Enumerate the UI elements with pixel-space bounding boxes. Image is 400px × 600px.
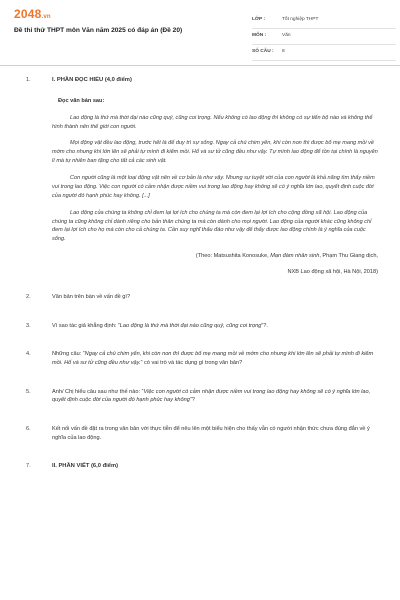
question-6: [0, 425, 400, 442]
source-publisher: NXB Lao động xã hội, Hà Nội, 2018): [287, 269, 378, 276]
meta-value: Tốt nghiệp THPT: [282, 17, 319, 22]
question-text: [52, 322, 378, 331]
logo-suffix: .vn: [41, 14, 51, 20]
question-quote: Ngay cả chú chim yến, khi còn non thì được bố mẹ mang mồi về mớm cho nhưng khi lớn lên sẽ phải tự mình đi kiếm mồi. Hổ và sư tử cũng đều như vậy.: [52, 351, 374, 366]
meta-key: MÔN :: [252, 33, 267, 38]
question-quote: Lao động là thứ mà thời đại nào cũng quý, cũng coi trọng: [119, 322, 262, 329]
meta-key: LỚP :: [252, 17, 266, 22]
question-number: 7.: [26, 463, 31, 470]
passage-source: [52, 252, 378, 277]
source-prefix: (Theo: Matsushita Konosuke,: [195, 253, 271, 260]
meta-value: Văn: [282, 33, 291, 38]
source-book: Mạn đàm nhân sinh: [270, 253, 320, 260]
question-number: 6.: [26, 425, 31, 432]
site-logo[interactable]: [14, 7, 51, 21]
question-text-pre: Vì sao tác giả khẳng định: “: [52, 322, 120, 329]
question-number: 1.: [26, 77, 31, 83]
question-number: 5.: [26, 388, 31, 395]
question-3: [0, 322, 400, 331]
question-text: Văn bản trên bàn về vấn đề gì?: [52, 294, 131, 301]
question-5: [0, 388, 400, 405]
meta-table: [252, 13, 396, 61]
question-1: [0, 76, 400, 277]
question-quote: Việc con người có cảm nhận được niềm vui trong lao động hay không sẽ có ý nghĩa lớn lao, quyết định cuộc đời của người đó hạnh phúc hay không: [52, 388, 371, 404]
question-text-pre: Anh/ Chị hiểu câu sau như thế nào: “: [52, 388, 144, 395]
passage-paragraph: Con người cũng là một loại động vật nên về cơ bản là như vậy. Nhưng sự tuyệt vời của con người là khả năng tìm thấy niềm vui trong lao động. Việc con người có cảm nhận được niềm vui trong lao động hay không sẽ có ý nghĩa lớn lao, quyết định cuộc đời của người đó hạnh phúc hay không. [...]: [52, 175, 375, 199]
meta-row-subject: [252, 29, 396, 45]
section-title: II. PHẦN VIẾT (6,0 điểm): [52, 463, 119, 470]
question-text-pre: Những câu: “: [52, 351, 85, 358]
passage-paragraph: Mọi động vật đều lao động, trước hết là để duy trì sự sống. Ngay cả chú chim yến, khi còn non thì được bố mẹ mang mồi về mớm cho nhưng khi lớn lên sẽ phải tự mình đi kiếm mồi. Hổ và sư tử cũng đều như vậy. Tự mình lao động để tồn tại chính là nguyên lí mà tự nhiên ban tặng cho tất cả các sinh vật.: [52, 140, 378, 165]
meta-row-class: [252, 13, 396, 29]
logo-text: 2048: [14, 7, 42, 21]
question-text: Kết nối vấn đề đặt ra trong văn bản với thực tiễn để nêu lên một biểu hiện cho thấy vẫn có người nhận thức chưa đúng đắn về ý nghĩa của lao động.: [52, 425, 370, 441]
meta-key: SỐ CÂU :: [252, 49, 274, 54]
meta-row-count: [252, 45, 396, 61]
question-text: [52, 388, 378, 405]
passage-paragraph: Lao động là thứ mà thời đại nào cũng quý, cũng coi trọng. Nếu không có lao động thì không có sự tiến bộ nào và không thể hình thành nên thế giới con người.: [52, 114, 373, 130]
question-number: 4.: [26, 351, 31, 358]
question-7: [0, 462, 400, 471]
section-title: I. PHẦN ĐỌC HIỂU (4,0 điểm): [52, 77, 132, 83]
document-content: [0, 76, 400, 471]
question-4: [0, 350, 400, 367]
meta-value: 8: [282, 49, 285, 54]
question-2: [0, 293, 400, 302]
page-title: Đề thi thử THPT môn Văn năm 2025 có đáp án (Đề 20): [14, 27, 183, 34]
question-text-post: ”?: [189, 397, 195, 404]
reading-instruction: Đọc văn bản sau:: [58, 97, 105, 104]
question-number: 2.: [26, 294, 31, 301]
source-suffix: , Phạm Thu Giang dịch,: [319, 253, 378, 260]
document-header: [0, 0, 400, 66]
passage-paragraph: Lao động của chúng ta không chỉ đem lại lợi ích cho chúng ta mà còn đem lại lợi ích cho cộng đồng xã hội. Lao động của chúng ta cũng không chỉ dành riêng cho bản thân chúng ta mà còn dành cho mọi người. Lao động của người khác cũng không chỉ đem lại lợi ích cho họ mà còn cho cả chúng ta. Cần suy nghĩ thấu đáo như vậy để thấy được lao động chính là ý nghĩa của cuộc sống.: [52, 209, 372, 243]
question-text: [52, 350, 378, 367]
question-number: 3.: [26, 322, 31, 329]
question-text-post: ” có vai trò và tác dụng gì trong văn bản?: [140, 359, 243, 366]
question-text-post: ”?.: [261, 322, 268, 329]
